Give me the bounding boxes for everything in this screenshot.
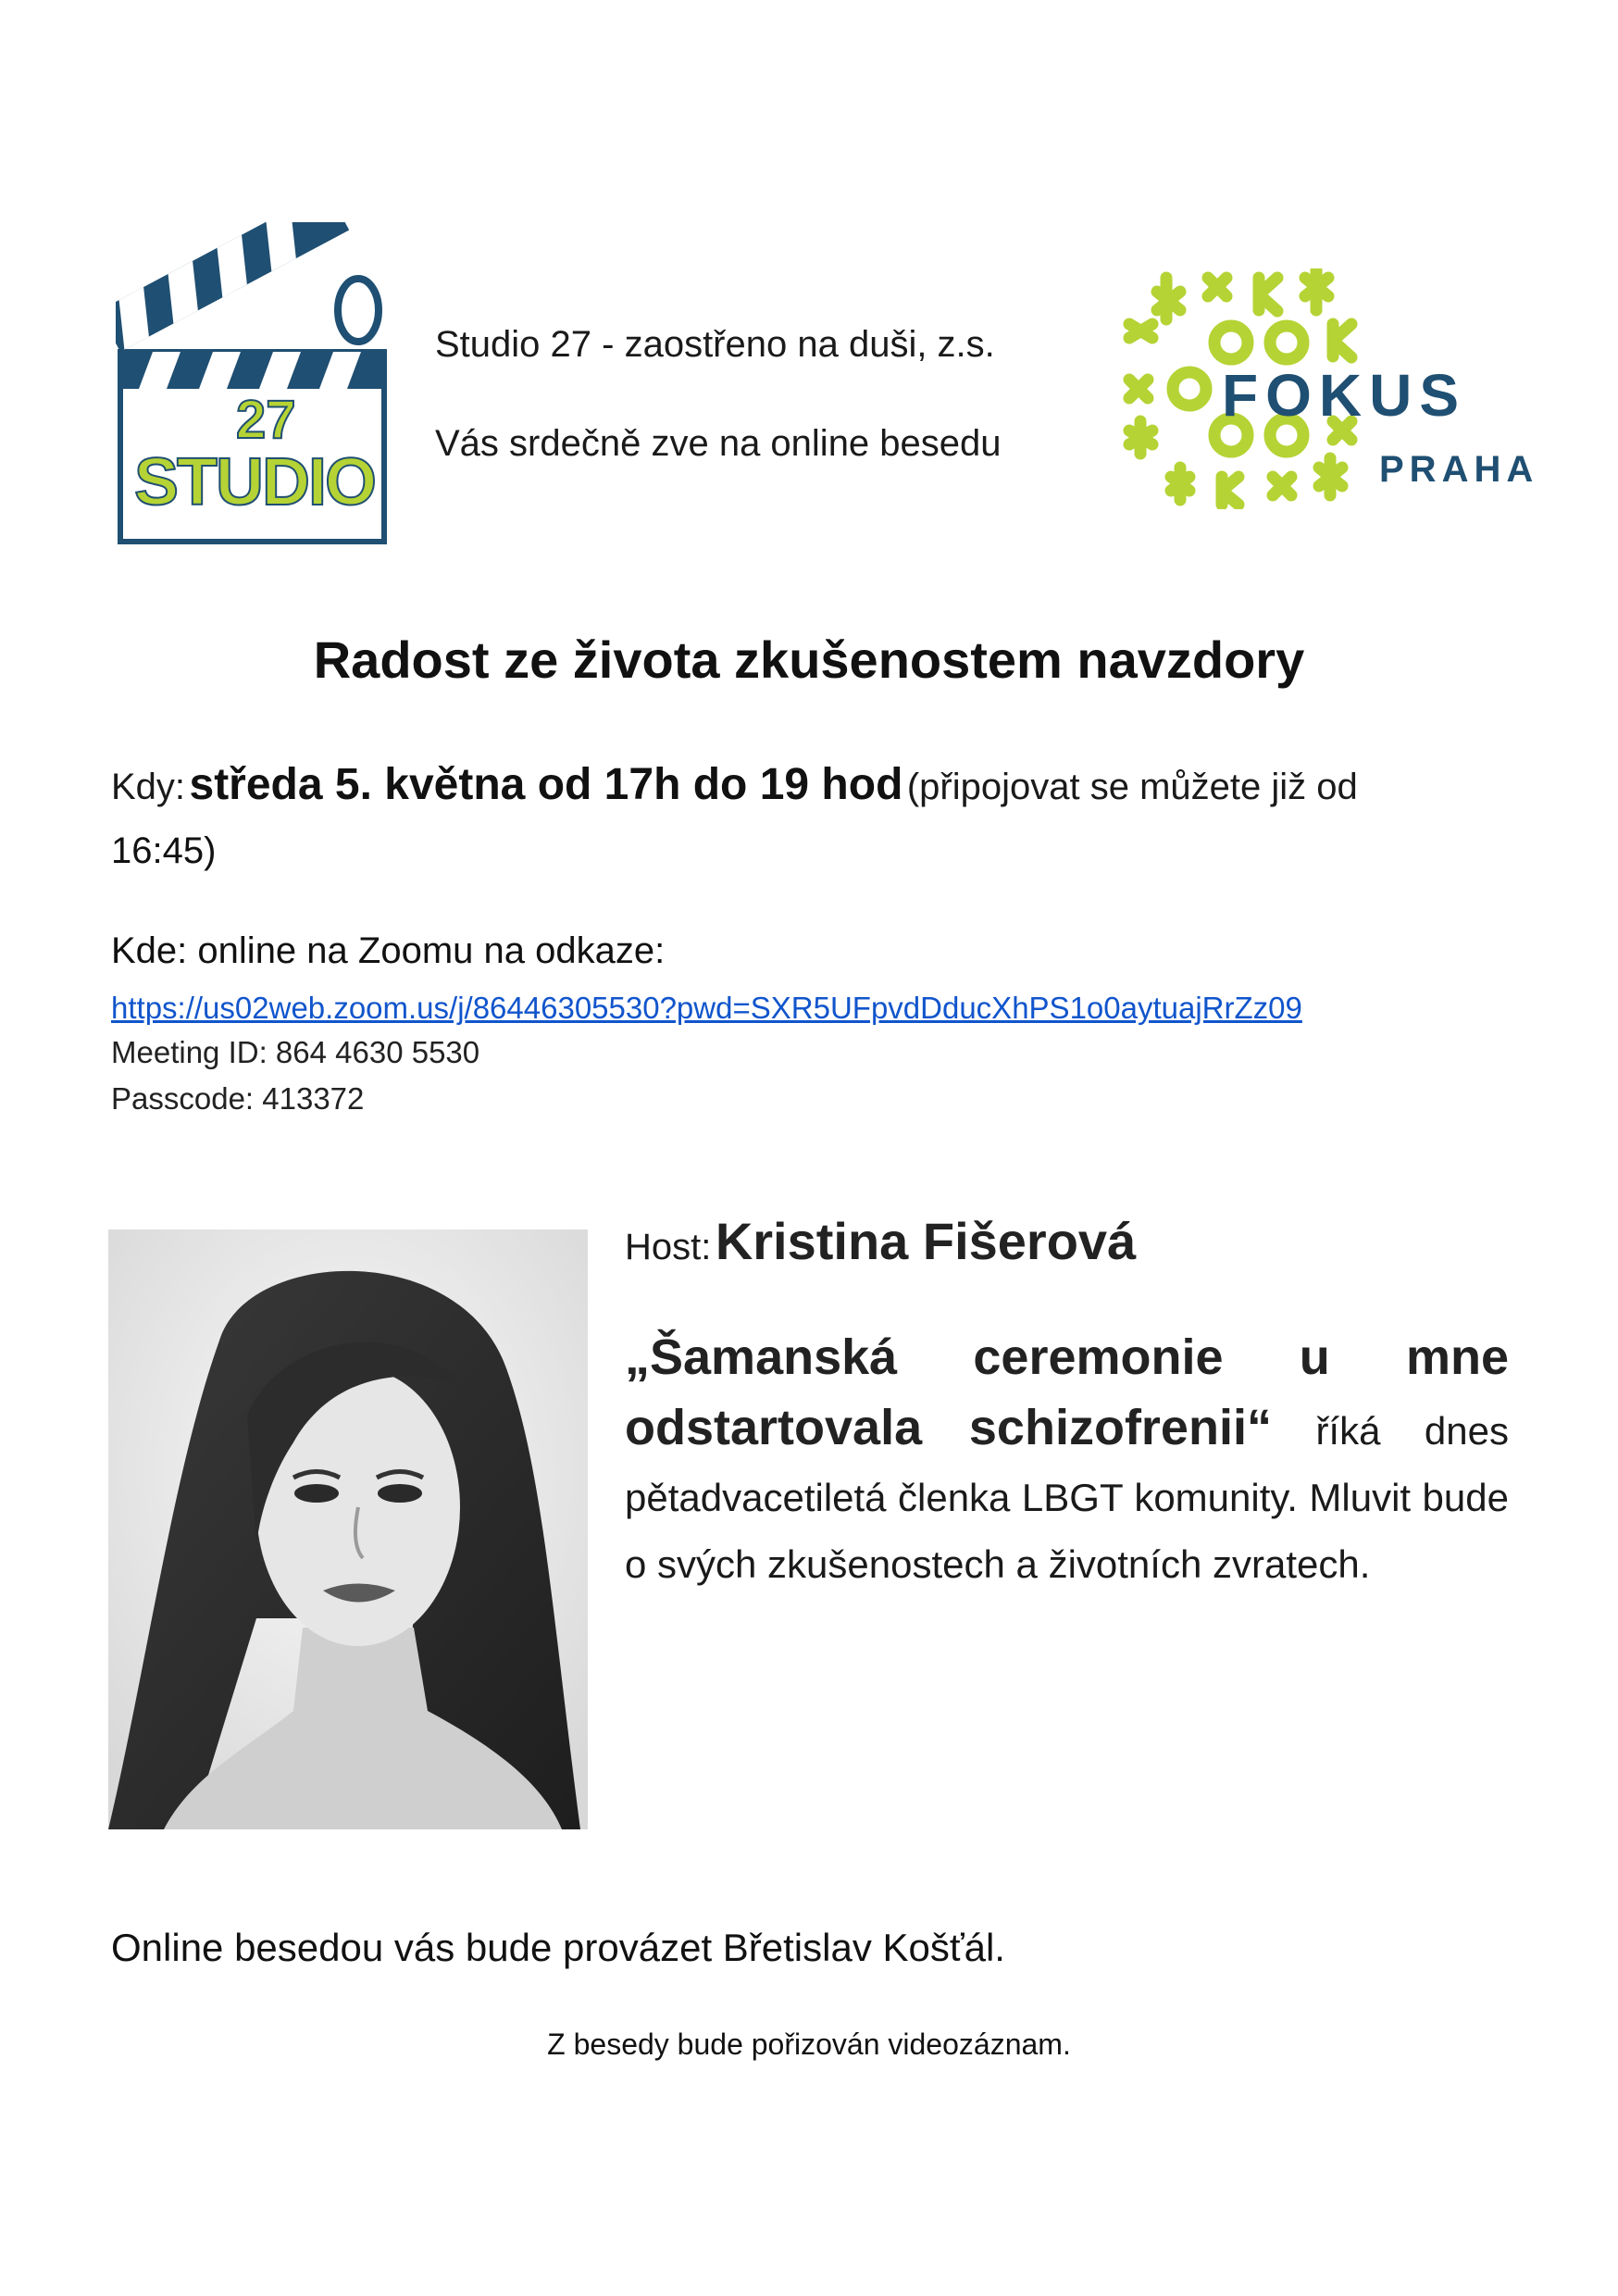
host-description-text: říká dnes pětadvacetiletá členka LBGT komunity. Mluvit bude o svých zkušenostech a životních zvratech.: [625, 1409, 1509, 1586]
zoom-meeting-link[interactable]: https://us02web.zoom.us/j/86446305530?pwd=SXR5UFpvdDducXhPS1o0aytuajRrZz09: [111, 991, 1302, 1025]
event-title: Radost ze života zkušenostem navzdory: [313, 630, 1305, 689]
where-line: [111, 930, 665, 972]
intro-invite: Vás srdečně zve na online besedu: [435, 423, 1002, 464]
portrait-image: [108, 1229, 588, 1829]
host-photo: [108, 1229, 588, 1829]
recording-note: Z besedy bude pořizován videozáznam.: [547, 2028, 1071, 2061]
moderator-note: Online besedou vás bude provázet Břetislav Košťál.: [111, 1926, 1005, 1969]
when-label: Kdy:: [111, 767, 186, 807]
studio-27-logo: [116, 222, 393, 546]
host-quote: „Šamanská ceremonie u mne odstartovala schizofrenii“: [625, 1329, 1509, 1455]
host-line: [625, 1211, 1136, 1271]
when-value: středa 5. května od 17h do 19 hod: [189, 760, 903, 809]
when-note: (připojovat se můžete již od: [906, 767, 1358, 807]
where-value: online na Zoomu na odkaze:: [197, 930, 666, 971]
when-note-continued: 16:45): [111, 830, 217, 871]
fokus-logo-city: PRAHA: [1379, 449, 1539, 490]
fokus-logo-name: FOKUS: [1222, 362, 1466, 429]
host-label: Host:: [625, 1227, 712, 1267]
studio-logo-word: STUDIO: [134, 445, 376, 519]
host-name: Kristina Fišerová: [715, 1212, 1137, 1270]
when-line: [111, 759, 1518, 810]
fokus-praha-logo: [1120, 268, 1583, 509]
where-label: Kde:: [111, 930, 188, 971]
meeting-id: Meeting ID: 864 4630 5530: [111, 1035, 480, 1069]
studio-logo-number: 27: [236, 390, 296, 450]
intro-organizer: Studio 27 - zaostřeno na duši, z.s.: [435, 324, 995, 365]
host-description: [625, 1324, 1509, 1598]
passcode: Passcode: 413372: [111, 1081, 365, 1116]
